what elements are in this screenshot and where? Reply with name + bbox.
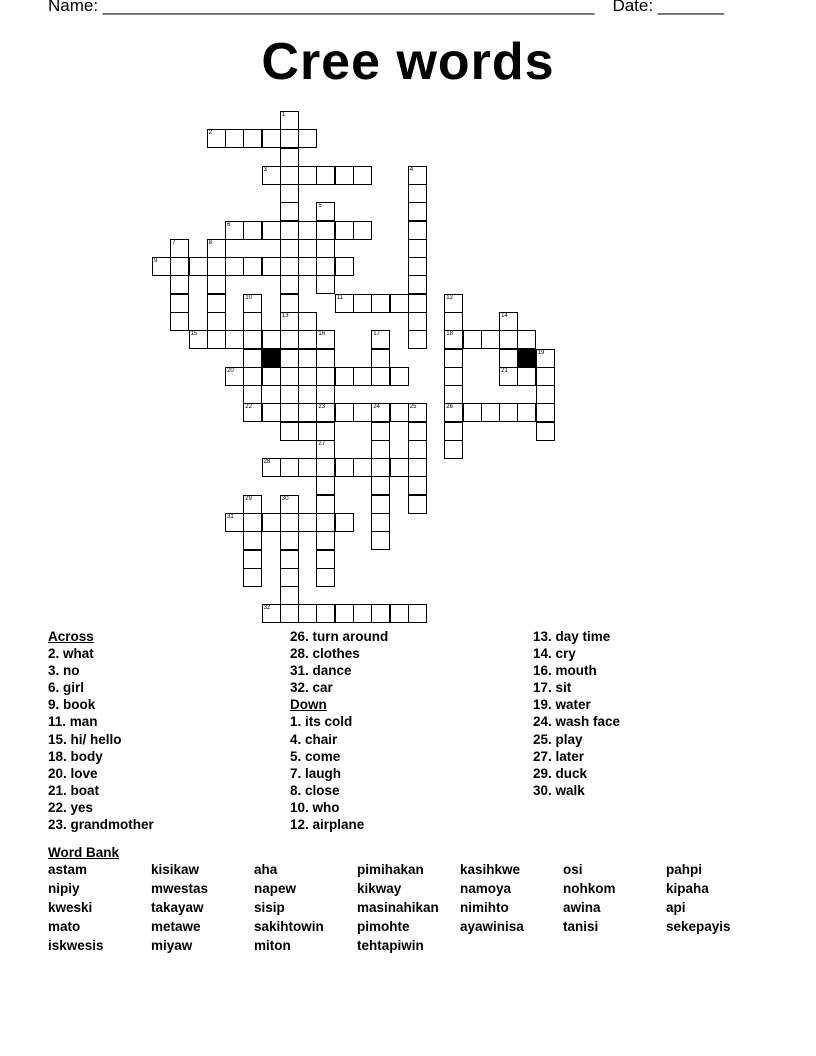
grid-cell[interactable]	[280, 458, 299, 477]
grid-cell[interactable]	[390, 367, 409, 386]
clue-number: 3	[263, 166, 267, 173]
grid-cell[interactable]	[316, 440, 335, 459]
grid-cell[interactable]	[444, 385, 463, 404]
grid-cell[interactable]	[298, 166, 317, 185]
grid-cell[interactable]	[408, 166, 427, 185]
across-heading: Across	[48, 629, 94, 644]
grid-cell[interactable]	[280, 166, 299, 185]
grid-cell[interactable]	[316, 568, 335, 587]
word-bank-item: aha	[254, 862, 278, 877]
grid-cell[interactable]	[243, 495, 262, 514]
grid-cell[interactable]	[280, 111, 299, 130]
across-clue: 18. body	[48, 748, 103, 764]
grid-cell[interactable]	[517, 367, 536, 386]
word-bank-item: kipaha	[666, 881, 709, 896]
grid-cell[interactable]	[316, 239, 335, 258]
clue-number: 14	[501, 313, 508, 319]
grid-cell[interactable]	[189, 330, 208, 349]
grid-cell[interactable]	[353, 166, 372, 185]
clue-number: 11	[336, 294, 343, 301]
word-bank-item: nipiy	[48, 881, 80, 896]
grid-cell[interactable]	[280, 330, 299, 349]
word-bank-item: awina	[563, 900, 601, 915]
word-bank-item: iskwesis	[48, 938, 104, 953]
grid-cell[interactable]	[444, 367, 463, 386]
clue-number: 26	[446, 404, 453, 411]
down-clue: 1. its cold	[290, 714, 353, 730]
grid-cell[interactable]	[298, 257, 317, 276]
word-bank-item: metawe	[151, 919, 201, 934]
word-bank-item: kasihkwe	[460, 862, 521, 877]
word-bank-item: nimihto	[460, 900, 509, 915]
down-clue: 7. laugh	[290, 765, 342, 781]
grid-cell[interactable]	[280, 349, 299, 368]
grid-cell[interactable]	[280, 568, 299, 587]
grid-cell[interactable]	[499, 403, 518, 422]
grid-cell[interactable]	[262, 458, 281, 477]
across-clue: 32. car	[290, 680, 333, 696]
grid-cell[interactable]	[444, 294, 463, 313]
grid-cell[interactable]	[444, 440, 463, 459]
grid-cell[interactable]	[225, 513, 244, 532]
grid-cell[interactable]	[408, 458, 427, 477]
grid-cell[interactable]	[207, 239, 226, 258]
grid-cell[interactable]	[170, 312, 189, 331]
down-clue: 8. close	[290, 782, 340, 798]
clue-number: 23	[318, 404, 326, 411]
clue-number: 19	[537, 349, 545, 356]
grid-cell[interactable]	[225, 129, 244, 148]
grid-cell[interactable]	[298, 385, 317, 404]
clue-number: 31	[227, 513, 234, 520]
grid-cell[interactable]	[243, 349, 262, 368]
word-bank-item: mwestas	[151, 881, 209, 896]
grid-cell[interactable]	[170, 294, 189, 313]
clue-number: 7	[172, 239, 176, 246]
clue-number: 21	[501, 367, 508, 374]
grid-cell[interactable]	[408, 202, 427, 221]
word-bank-item: pimihakan	[357, 862, 424, 877]
grid-cell[interactable]	[243, 294, 262, 313]
across-clue: 23. grandmother	[48, 817, 154, 833]
word-bank-item: ayawinisa	[460, 919, 524, 934]
grid-cell[interactable]	[207, 257, 226, 276]
word-bank-item: astam	[48, 862, 88, 877]
word-bank-item: pahpi	[666, 862, 702, 877]
grid-cell[interactable]	[298, 604, 317, 623]
grid-cell[interactable]	[280, 202, 299, 221]
clue-number: 24	[373, 404, 380, 411]
grid-cell[interactable]	[390, 403, 409, 422]
grid-cell[interactable]	[499, 330, 518, 349]
grid-cell[interactable]	[335, 166, 354, 185]
grid-cell[interactable]	[243, 403, 262, 422]
clue-number: 12	[446, 294, 453, 301]
grid-cell[interactable]	[262, 403, 281, 422]
grid-cell[interactable]	[298, 403, 317, 422]
clue-number: 15	[190, 331, 198, 338]
grid-cell[interactable]	[353, 403, 372, 422]
word-bank-item: masinahikan	[357, 900, 439, 915]
grid-cell[interactable]	[316, 202, 335, 221]
grid-cell[interactable]	[207, 275, 226, 294]
clue-number: 18	[446, 331, 453, 338]
grid-cell[interactable]	[316, 550, 335, 569]
grid-cell[interactable]	[170, 257, 189, 276]
grid-cell[interactable]	[262, 221, 281, 240]
grid-cell[interactable]	[371, 604, 390, 623]
clue-number: 25	[409, 404, 417, 411]
down-clue: 16. mouth	[533, 663, 597, 679]
grid-cell[interactable]	[316, 604, 335, 623]
clue-number: 20	[227, 367, 234, 374]
across-clue: 21. boat	[48, 782, 100, 798]
down-heading: Down	[290, 697, 327, 713]
down-clue: 4. chair	[290, 731, 338, 747]
grid-cell[interactable]	[371, 403, 390, 422]
clue-number: 5	[318, 203, 322, 210]
clue-column-3	[533, 628, 620, 799]
grid-cell[interactable]	[262, 604, 281, 623]
clue-number: 1	[281, 112, 286, 118]
grid-cell[interactable]	[316, 275, 335, 294]
grid-cell[interactable]	[444, 312, 463, 331]
grid-cell[interactable]	[536, 349, 555, 368]
grid-cell[interactable]	[371, 513, 390, 532]
grid-cell[interactable]	[298, 129, 317, 148]
word-bank-item: api	[666, 900, 686, 915]
grid-cell[interactable]	[335, 257, 354, 276]
down-clue: 12. airplane	[290, 817, 365, 833]
grid-cell[interactable]	[280, 422, 299, 441]
down-clue: 25. play	[533, 731, 583, 747]
grid-cell[interactable]	[390, 604, 409, 623]
clue-number: 29	[245, 495, 252, 502]
grid-cell[interactable]	[444, 349, 463, 368]
grid-cell[interactable]	[316, 166, 335, 185]
grid-cell[interactable]	[243, 550, 262, 569]
black-square	[517, 349, 536, 368]
grid-cell[interactable]	[371, 495, 390, 514]
grid-cell[interactable]	[536, 403, 555, 422]
page-title: Cree words	[261, 33, 555, 91]
grid-cell[interactable]	[316, 385, 335, 404]
across-clue: 6. girl	[48, 680, 85, 696]
grid-cell[interactable]	[280, 586, 299, 605]
grid-cell[interactable]	[316, 403, 335, 422]
grid-cell[interactable]	[390, 458, 409, 477]
grid-cell[interactable]	[316, 257, 335, 276]
clue-number: 9	[154, 258, 158, 265]
grid-cell[interactable]	[280, 129, 299, 148]
grid-cell[interactable]	[408, 403, 427, 422]
across-clue: 2. what	[48, 646, 94, 662]
grid-cell[interactable]	[353, 221, 372, 240]
grid-cell[interactable]	[280, 531, 299, 550]
grid-cell[interactable]	[408, 239, 427, 258]
grid-cell[interactable]	[316, 221, 335, 240]
grid-cell[interactable]	[371, 440, 390, 459]
word-bank-item: kikway	[357, 881, 402, 896]
grid-cell[interactable]	[280, 513, 299, 532]
clue-number: 28	[263, 459, 271, 466]
grid-cell[interactable]	[262, 367, 281, 386]
grid-cell[interactable]	[371, 476, 390, 495]
grid-cell[interactable]	[463, 403, 482, 422]
grid-cell[interactable]	[243, 257, 262, 276]
grid-cell[interactable]	[262, 129, 281, 148]
grid-cell[interactable]	[280, 604, 299, 623]
word-bank-item: sisip	[254, 900, 285, 915]
word-bank-item: mato	[48, 919, 81, 934]
grid-cell[interactable]	[170, 239, 189, 258]
across-clue: 9. book	[48, 697, 96, 713]
grid-cell[interactable]	[371, 422, 390, 441]
down-clue: 10. who	[290, 799, 340, 815]
grid-cell[interactable]	[243, 221, 262, 240]
grid-cell[interactable]	[316, 330, 335, 349]
grid-cell[interactable]	[444, 403, 463, 422]
clue-number: 10	[245, 294, 252, 301]
grid-cell[interactable]	[280, 239, 299, 258]
grid-cell[interactable]	[280, 495, 299, 514]
down-clue: 30. walk	[533, 782, 585, 798]
grid-cell[interactable]	[390, 294, 409, 313]
across-clue: 11. man	[48, 714, 98, 730]
grid-cell[interactable]	[316, 531, 335, 550]
grid-cell[interactable]	[298, 330, 317, 349]
grid-cell[interactable]	[225, 330, 244, 349]
grid-cell[interactable]	[316, 513, 335, 532]
grid-cell[interactable]	[353, 367, 372, 386]
grid-cell[interactable]	[207, 294, 226, 313]
down-clue: 19. water	[533, 697, 591, 713]
grid-cell[interactable]	[316, 422, 335, 441]
down-clue: 13. day time	[533, 629, 611, 644]
across-clue: 22. yes	[48, 799, 94, 815]
grid-cell[interactable]	[280, 550, 299, 569]
word-bank-item: nohkom	[563, 881, 616, 896]
grid-cell[interactable]	[353, 604, 372, 623]
word-bank-item: kisikaw	[151, 862, 200, 877]
grid-cell[interactable]	[463, 330, 482, 349]
grid-cell[interactable]	[262, 513, 281, 532]
grid-cell[interactable]	[298, 458, 317, 477]
word-bank-item: napew	[254, 881, 297, 896]
grid-cell[interactable]	[225, 257, 244, 276]
grid-cell[interactable]	[316, 458, 335, 477]
grid-cell[interactable]	[353, 458, 372, 477]
grid-cell[interactable]	[408, 275, 427, 294]
clue-number: 2	[208, 130, 213, 137]
down-clue: 29. duck	[533, 765, 588, 781]
grid-cell[interactable]	[536, 367, 555, 386]
word-bank-heading: Word Bank	[48, 845, 120, 860]
grid-cell[interactable]	[408, 330, 427, 349]
grid-cell[interactable]	[280, 312, 299, 331]
across-clue: 28. clothes	[290, 646, 360, 662]
grid-cell[interactable]	[298, 312, 317, 331]
word-bank-item: osi	[563, 862, 583, 877]
word-bank-item: tehtapiwin	[357, 938, 424, 953]
grid-cell[interactable]	[262, 330, 281, 349]
clue-number: 16	[318, 331, 326, 338]
clue-column-2	[290, 628, 388, 833]
grid-cell[interactable]	[243, 330, 262, 349]
grid-cell[interactable]	[371, 349, 390, 368]
down-clue: 17. sit	[533, 680, 572, 696]
grid-cell[interactable]	[335, 403, 354, 422]
grid-cell[interactable]	[408, 440, 427, 459]
grid-cell[interactable]	[243, 531, 262, 550]
grid-cell[interactable]	[225, 367, 244, 386]
grid-cell[interactable]	[444, 422, 463, 441]
grid-cell[interactable]	[371, 531, 390, 550]
grid-cell[interactable]	[280, 294, 299, 313]
date-field: Date: _______	[612, 0, 724, 15]
grid-cell[interactable]	[280, 221, 299, 240]
grid-cell[interactable]	[280, 184, 299, 203]
grid-cell[interactable]	[298, 367, 317, 386]
grid-cell[interactable]	[298, 221, 317, 240]
word-bank-item: sakihtowin	[254, 919, 324, 934]
grid-cell[interactable]	[353, 294, 372, 313]
grid-cell[interactable]	[280, 367, 299, 386]
grid-cell[interactable]	[499, 367, 518, 386]
word-bank-item: miyaw	[151, 938, 193, 953]
grid-cell[interactable]	[262, 257, 281, 276]
clue-number: 6	[227, 221, 231, 228]
word-bank-item: kweski	[48, 900, 93, 915]
word-bank-item: pimohte	[357, 919, 410, 934]
grid-cell[interactable]	[408, 312, 427, 331]
grid-cell[interactable]	[517, 330, 536, 349]
grid-cell[interactable]	[243, 568, 262, 587]
grid-cell[interactable]	[408, 422, 427, 441]
grid-cell[interactable]	[335, 604, 354, 623]
across-clue: 3. no	[48, 663, 80, 679]
word-bank-item: miton	[254, 938, 291, 953]
grid-cell[interactable]	[481, 403, 500, 422]
clue-number: 8	[208, 239, 213, 246]
grid-cell[interactable]	[280, 257, 299, 276]
clue-number: 17	[373, 331, 380, 338]
grid-cell[interactable]	[243, 129, 262, 148]
grid-cell[interactable]	[316, 367, 335, 386]
name-field: Name: ____________________________________________________	[48, 0, 595, 15]
across-clue: 15. hi/ hello	[48, 731, 122, 747]
down-clue: 24. wash face	[533, 714, 621, 730]
grid-cell[interactable]	[481, 330, 500, 349]
grid-cell[interactable]	[243, 385, 262, 404]
grid-cell[interactable]	[316, 495, 335, 514]
grid-cell[interactable]	[499, 312, 518, 331]
down-clue: 14. cry	[533, 646, 576, 662]
across-clue: 26. turn around	[290, 629, 389, 644]
grid-cell[interactable]	[517, 403, 536, 422]
grid-cell[interactable]	[225, 221, 244, 240]
grid-cell[interactable]	[170, 275, 189, 294]
grid-cell[interactable]	[335, 513, 354, 532]
word-bank-item: tanisi	[563, 919, 599, 934]
word-bank-item: namoya	[460, 881, 512, 896]
clue-number: 22	[245, 404, 252, 411]
grid-cell[interactable]	[280, 403, 299, 422]
grid-cell[interactable]	[262, 166, 281, 185]
grid-cell[interactable]	[371, 330, 390, 349]
clue-number: 13	[281, 313, 289, 319]
grid-cell[interactable]	[499, 349, 518, 368]
grid-cell[interactable]	[371, 458, 390, 477]
grid-cell[interactable]	[371, 367, 390, 386]
grid-cell[interactable]	[298, 349, 317, 368]
grid-cell[interactable]	[280, 148, 299, 167]
clue-column-1	[48, 628, 154, 833]
word-bank-item: takayaw	[151, 900, 204, 915]
grid-cell[interactable]	[280, 385, 299, 404]
grid-cell[interactable]	[243, 312, 262, 331]
across-clue: 31. dance	[290, 663, 352, 679]
down-clue: 5. come	[290, 748, 341, 764]
grid-cell[interactable]	[408, 257, 427, 276]
grid-cell[interactable]	[408, 294, 427, 313]
grid-cell[interactable]	[444, 330, 463, 349]
clue-number: 27	[318, 440, 326, 447]
grid-cell[interactable]	[408, 184, 427, 203]
grid-cell[interactable]	[298, 422, 317, 441]
clue-number: 32	[263, 605, 271, 612]
grid-cell[interactable]	[536, 422, 555, 441]
grid-cell[interactable]	[408, 604, 427, 623]
grid-cell[interactable]	[316, 349, 335, 368]
grid-cell[interactable]	[335, 221, 354, 240]
down-clue: 27. later	[533, 748, 585, 764]
grid-cell[interactable]	[243, 513, 262, 532]
across-clue: 20. love	[48, 765, 98, 781]
clue-number: 30	[281, 495, 289, 502]
grid-cell[interactable]	[280, 275, 299, 294]
grid-cell[interactable]	[207, 129, 226, 148]
grid-cell[interactable]	[207, 312, 226, 331]
grid-cell[interactable]	[536, 385, 555, 404]
grid-cell[interactable]	[207, 330, 226, 349]
clue-number: 4	[409, 166, 414, 173]
grid-cell[interactable]	[408, 221, 427, 240]
grid-cell[interactable]	[408, 495, 427, 514]
word-bank-item: sekepayis	[666, 919, 731, 934]
grid-cell[interactable]	[189, 257, 208, 276]
grid-cell[interactable]	[335, 458, 354, 477]
grid-cell[interactable]	[243, 367, 262, 386]
grid-cell[interactable]	[335, 367, 354, 386]
grid-cell[interactable]	[408, 476, 427, 495]
grid-cell[interactable]	[316, 476, 335, 495]
black-square	[262, 349, 281, 368]
grid-cell[interactable]	[152, 257, 171, 276]
grid-cell[interactable]	[371, 294, 390, 313]
grid-cell[interactable]	[335, 294, 354, 313]
grid-cell[interactable]	[298, 513, 317, 532]
